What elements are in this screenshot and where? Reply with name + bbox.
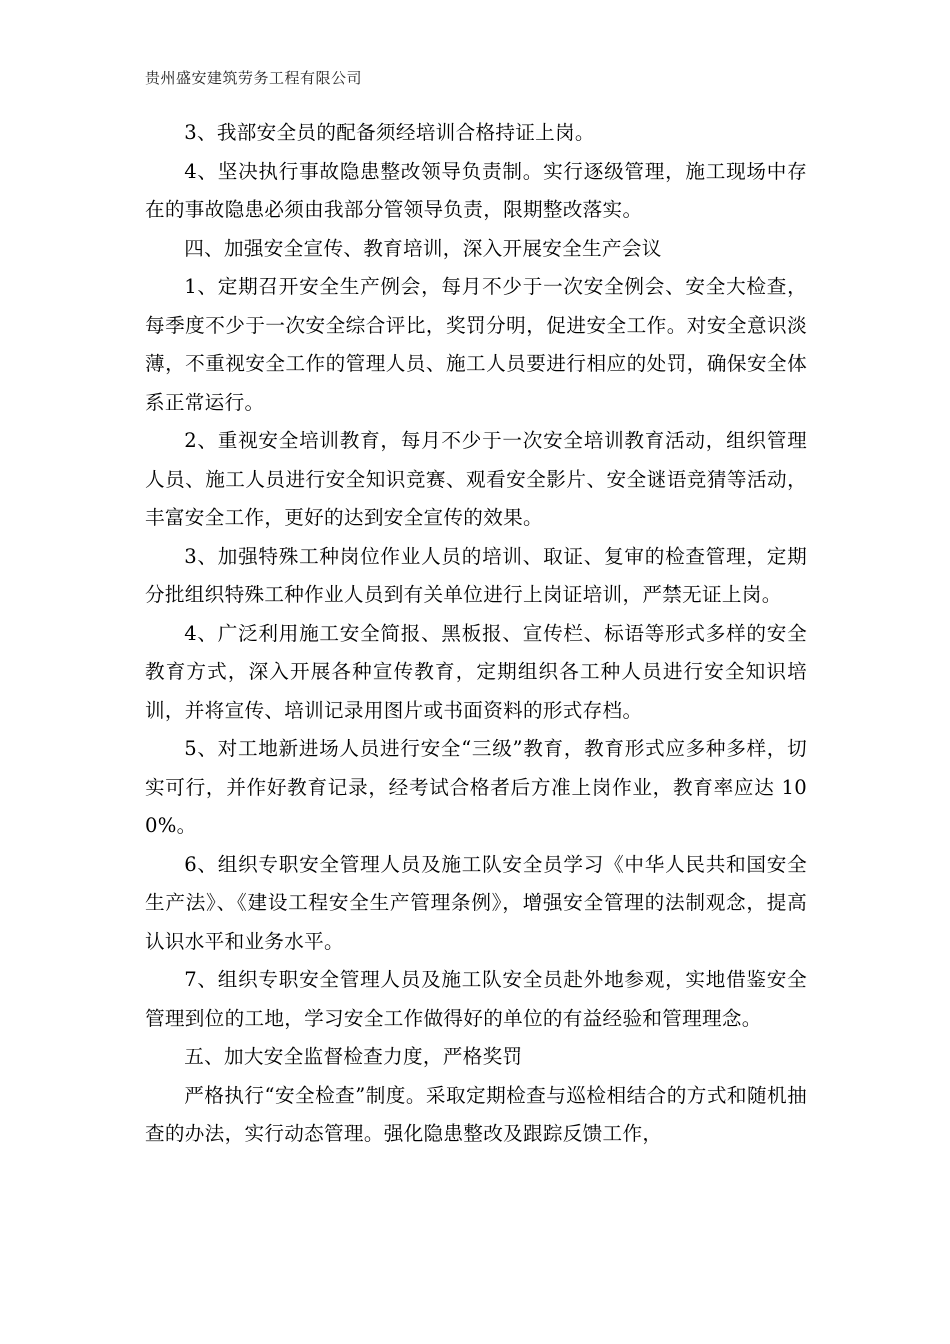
- paragraph-item-7: 7、组织专职安全管理人员及施工队安全员赴外地参观，实地借鉴安全管理到位的工地，学习安全工作做得好的单位的有益经验和管理理念。: [145, 968, 807, 1030]
- paragraph-item-6: 6、组织专职安全管理人员及施工队安全员学习《中华人民共和国安全生产法》、《建设工程安全生产管理条例》，增强安全管理的法制观念，提高认识水平和业务水平。: [145, 852, 807, 953]
- page-header: 贵州盛安建筑劳务工程有限公司: [145, 69, 363, 87]
- paragraph-item-3: 3、我部安全员的配备须经培训合格持证上岗。: [184, 121, 595, 144]
- section-heading-5: 五、加大安全监督检查力度，严格奖罚: [184, 1045, 523, 1068]
- paragraph-inspection: 严格执行“安全检查”制度。采取定期检查与巡检相结合的方式和随机抽查的办法，实行动态管理。强化隐患整改及跟踪反馈工作，: [145, 1083, 807, 1145]
- paragraph-item-5: 5、对工地新进场人员进行安全“三级”教育，教育形式应多种多样，切实可行，并作好教育记录，经考试合格者后方准上岗作业，教育率应达 100%。: [145, 737, 807, 837]
- paragraph-item-1: 1、定期召开安全生产例会，每月不少于一次安全例会、安全大检查，每季度不少于一次安全综合评比，奖罚分明，促进安全工作。对安全意识淡薄，不重视安全工作的管理人员、施工人员要进行相应的处罚，确保安全体系正常运行。: [145, 275, 807, 414]
- section-heading-4: 四、加强安全宣传、教育培训，深入开展安全生产会议: [184, 236, 662, 260]
- paragraph-item-4: 4、坚决执行事故隐患整改领导负责制。实行逐级管理，施工现场中存在的事故隐患必须由我部分管领导负责，限期整改落实。: [145, 159, 807, 221]
- paragraph-item-4b: 4、广泛利用施工安全简报、黑板报、宣传栏、标语等形式多样的安全教育方式，深入开展各种宣传教育，定期组织各工种人员进行安全知识培训，并将宣传、培训记录用图片或书面资料的形式存档。: [145, 621, 807, 722]
- paragraph-item-3b: 3、加强特殊工种岗位作业人员的培训、取证、复审的检查管理，定期分批组织特殊工种作业人员到有关单位进行上岗证培训，严禁无证上岗。: [145, 544, 807, 606]
- document-body: [145, 114, 807, 1154]
- paragraph-item-2: 2、重视安全培训教育，每月不少于一次安全培训教育活动，组织管理人员、施工人员进行安全知识竞赛、观看安全影片、安全谜语竞猜等活动，丰富安全工作，更好的达到安全宣传的效果。: [145, 429, 807, 529]
